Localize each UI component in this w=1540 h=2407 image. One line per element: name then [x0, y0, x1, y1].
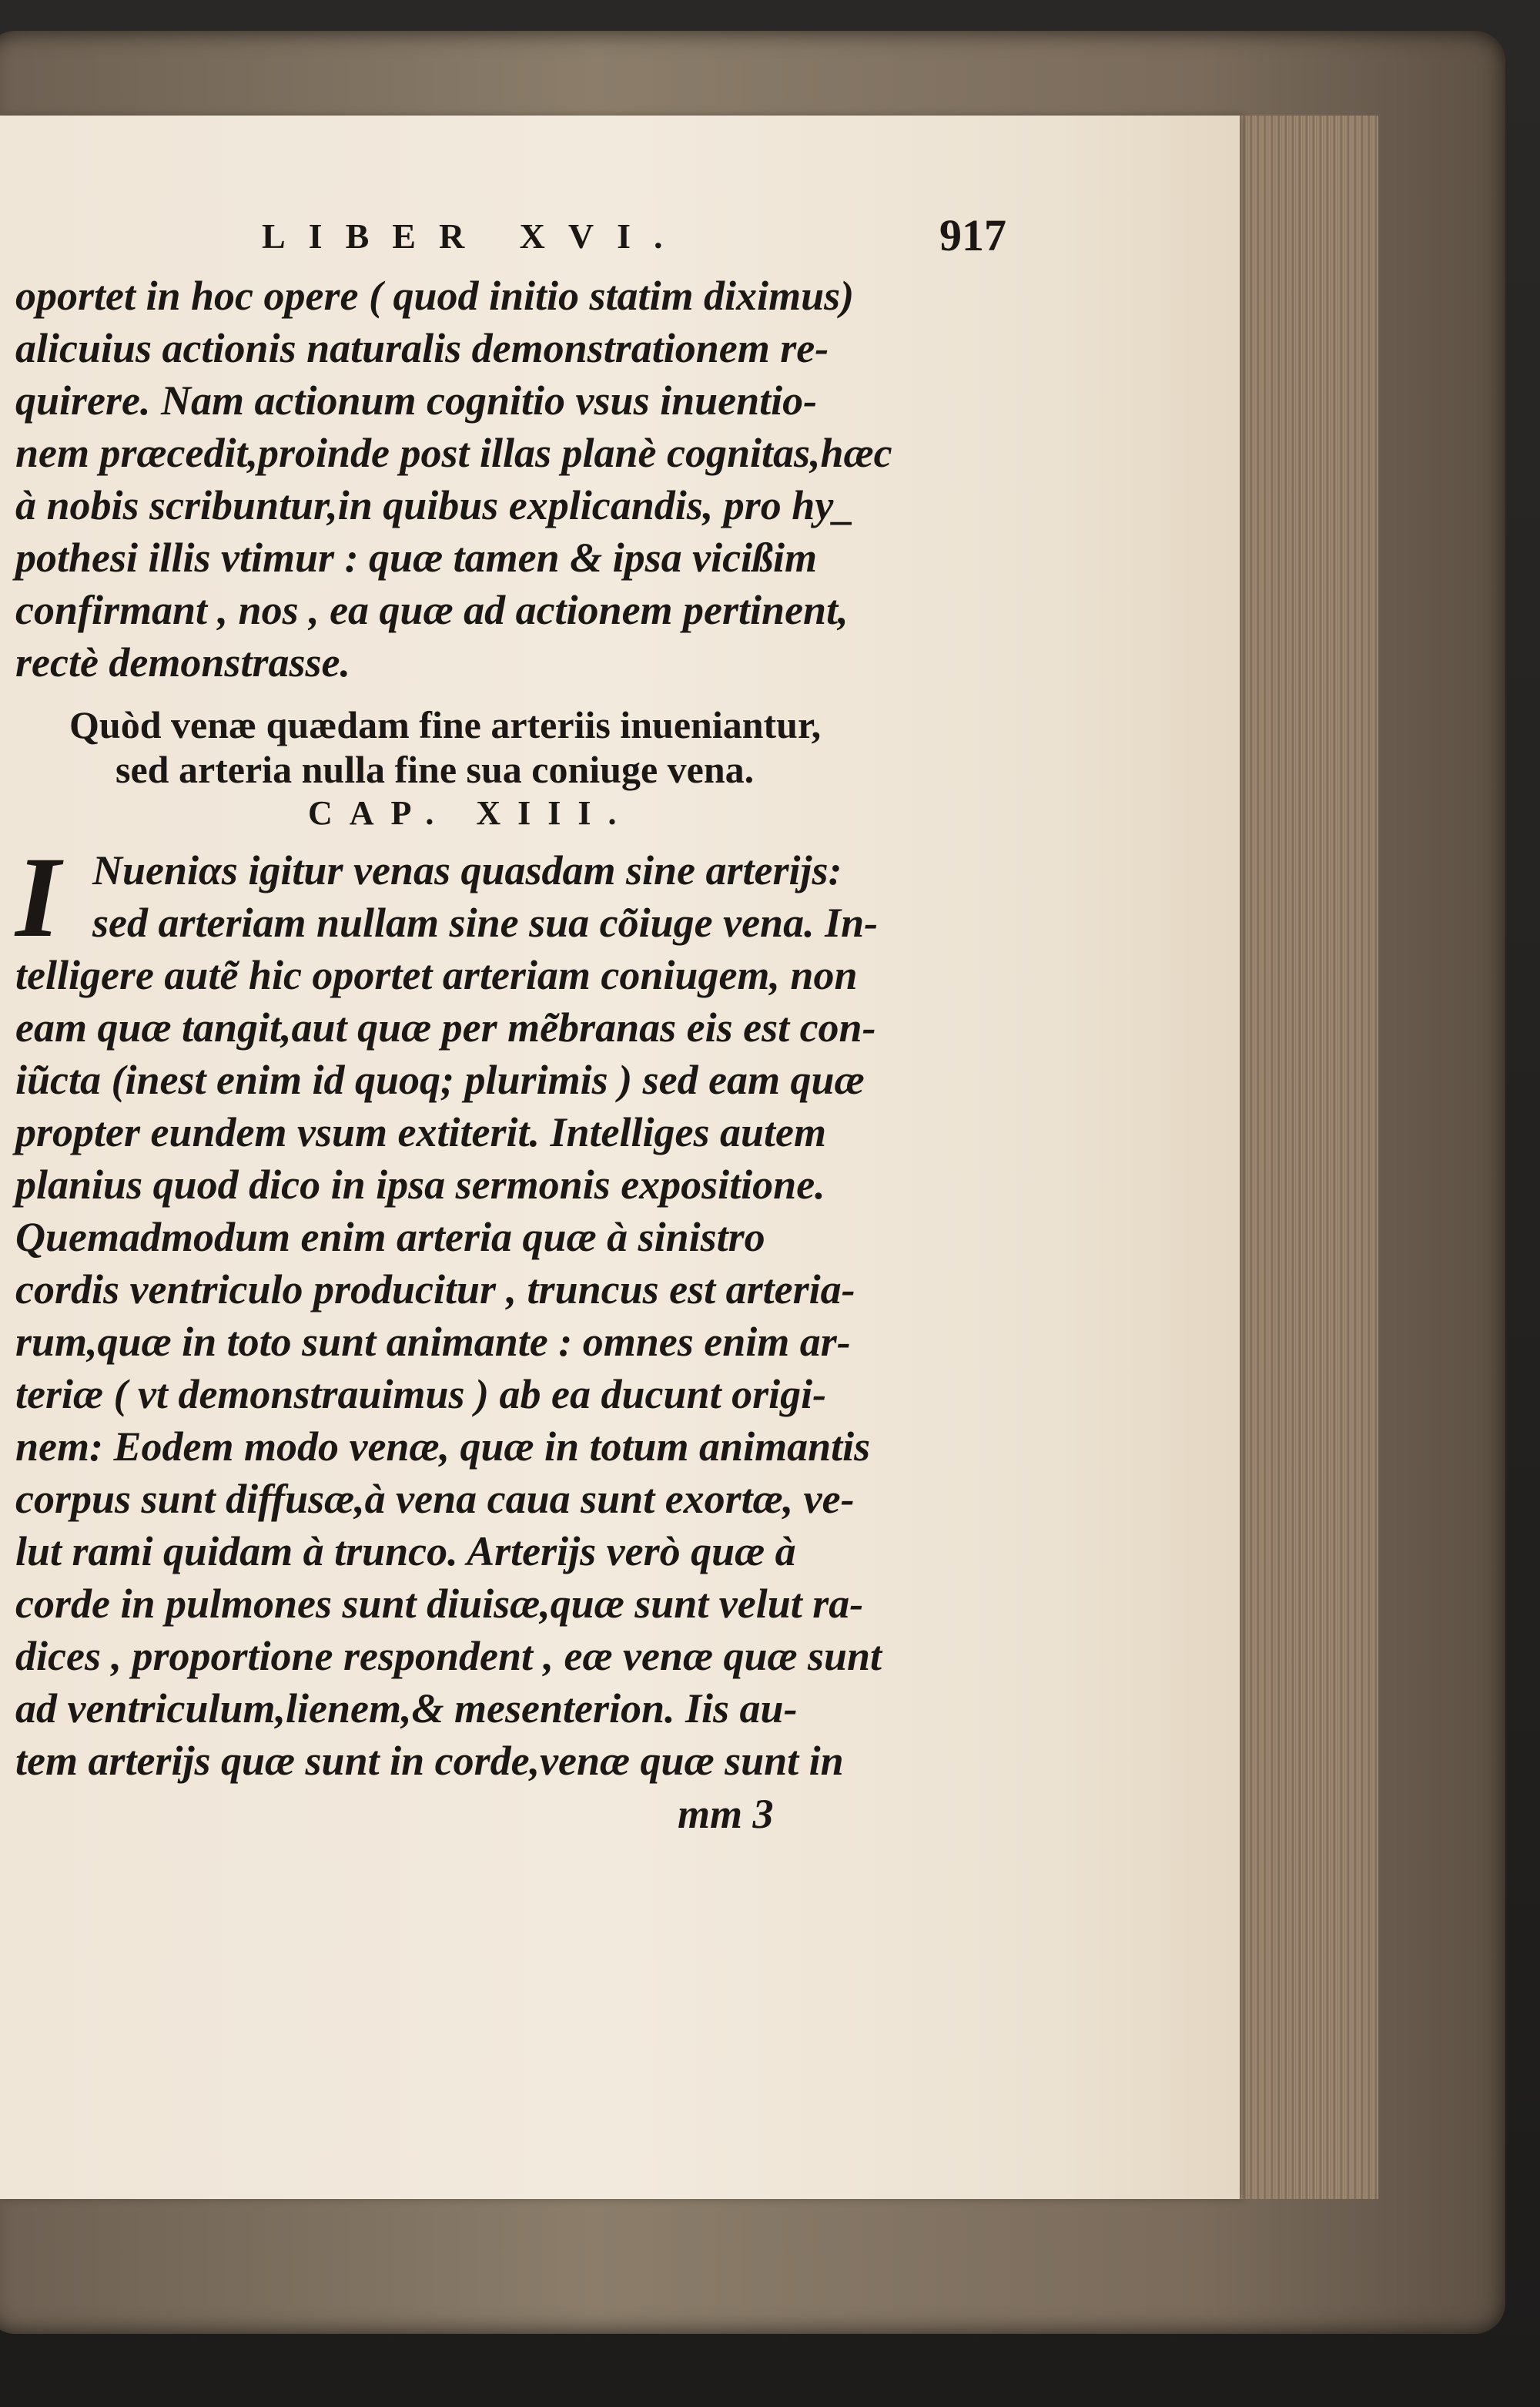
chapter-number: CAP. XIII.	[308, 794, 634, 832]
running-head	[15, 208, 1009, 270]
text-line: telligere autẽ hic oportet arteriam coniugem, non	[15, 952, 858, 998]
text-line: dices , proportione respondent , eæ venæ quæ sunt	[15, 1633, 882, 1679]
text-line: planius quod dico in ipsa sermonis expositione.	[15, 1162, 825, 1208]
text-line: Quemadmodum enim arteria quæ à sinistro	[15, 1214, 765, 1260]
text-line: lut rami quidam à trunco. Arterijs verò quæ à	[15, 1528, 796, 1574]
text-line: rum,quæ in toto sunt animante : omnes enim ar-	[15, 1319, 851, 1365]
text-line: cordis ventriculo producitur , truncus est arteria-	[15, 1266, 855, 1312]
text-line: nem: Eodem modo venæ, quæ in totum animantis	[15, 1423, 871, 1470]
text-line: propter eundem vsum extiterit. Intelliges autem	[15, 1109, 826, 1155]
page-fore-edge	[1240, 116, 1378, 2199]
paragraph-2	[15, 833, 1009, 1787]
signature-mark: mm 3	[678, 1791, 774, 1837]
text-line: Nueniαs igitur venas quasdam sine arterijs:	[92, 847, 842, 893]
text-line: quirere. Nam actionum cognitio vsus inuentio-	[15, 377, 818, 424]
paragraph-1	[15, 270, 1009, 689]
text-line: à nobis scribuntur,in quibus explicandis, pro hy_	[15, 482, 855, 528]
text-line: alicuius actionis naturalis demonstrationem re-	[15, 325, 829, 371]
text-line: tem arterijs quæ sunt in corde,venæ quæ sunt in	[15, 1738, 844, 1784]
text-line: nem præcedit,proinde post illas planè cognitas,hæc	[15, 430, 892, 476]
text-line: eam quæ tangit,aut quæ per mẽbranas eis est con-	[15, 1004, 876, 1051]
text-line: corpus sunt diffusæ,à vena caua sunt exortæ, ve-	[15, 1476, 855, 1522]
text-line: teriæ ( vt demonstrauimus ) ab ea ducunt origi-	[15, 1371, 827, 1417]
chapter-heading	[69, 702, 1009, 792]
text-line: confirmant , nos , ea quæ ad actionem pertinent,	[15, 587, 849, 633]
heading-line: sed arteria nulla fine sua coniuge vena.	[116, 748, 755, 791]
text-line: rectè demonstrasse.	[15, 639, 350, 686]
text-line: ad ventriculum,lienem,& mesenterion. Iis au-	[15, 1685, 798, 1731]
drop-cap: I	[15, 833, 61, 961]
page-number: 917	[939, 210, 1006, 260]
heading-line: Quòd venæ quædam fine arteriis inueniantur,	[69, 703, 822, 746]
running-head-title: LIBER XVI.	[262, 216, 686, 256]
text-line: sed arteriam nullam sine sua cõiuge vena. In-	[92, 900, 879, 946]
text-line: oportet in hoc opere ( quod initio statim diximus)	[15, 273, 855, 319]
text-line: iũcta (inest enim id quoq; plurimis ) sed eam quæ	[15, 1057, 865, 1103]
page-text	[15, 208, 1009, 1838]
text-line: pothesi illis vtimur : quæ tamen & ipsa vicißim	[15, 535, 818, 581]
text-line: corde in pulmones sunt diuisæ,quæ sunt velut ra-	[15, 1581, 864, 1627]
